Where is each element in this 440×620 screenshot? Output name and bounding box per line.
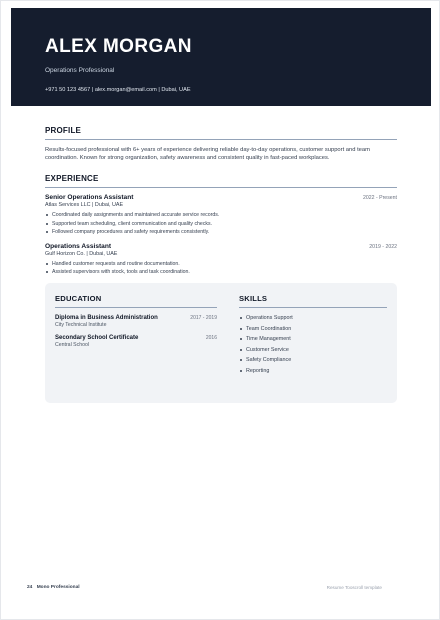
education-header <box>55 315 217 321</box>
footer-template-name: Mono Professional <box>36 585 80 590</box>
education-degree: Secondary School Certificate <box>55 335 139 341</box>
skill-item: Team Coordination <box>239 324 387 335</box>
job-title: Senior Operations Assistant <box>45 194 134 201</box>
education-dates: 2017 - 2019 <box>190 315 217 321</box>
job-entry <box>45 243 397 277</box>
job-dates: 2022 - Present <box>362 195 397 201</box>
footer-note: Resume Tooscroll template <box>326 585 382 590</box>
main-content <box>45 125 397 277</box>
job-bullet: Assisted supervisors with stock, tools and task coordination. <box>45 268 397 277</box>
education-header <box>55 335 217 341</box>
education-degree: Diploma in Business Administration <box>55 315 158 321</box>
skill-item: Operations Support <box>239 313 387 324</box>
education-heading: EDUCATION <box>55 293 217 308</box>
education-dates: 2016 <box>205 335 217 341</box>
job-entry <box>45 194 397 237</box>
skill-item: Time Management <box>239 334 387 345</box>
education-entry <box>55 335 217 348</box>
profile-section <box>45 125 397 162</box>
job-bullet: Followed company procedures and safety requirements consistently. <box>45 228 397 237</box>
skills-heading: SKILLS <box>239 293 387 308</box>
skill-item: Safety Compliance <box>239 355 387 366</box>
job-bullet: Supported team scheduling, client communication and quality checks. <box>45 220 397 229</box>
education-entry <box>55 315 217 328</box>
education-school: Central School <box>55 342 90 348</box>
skill-item: Reporting <box>239 366 387 377</box>
resume-header <box>11 8 431 106</box>
job-title: Operations Assistant <box>45 242 112 250</box>
job-company: Atlas Services LLC | Dubai, UAE <box>45 202 124 208</box>
profile-summary: Results-focused professional with 6+ years of experience delivering reliable day-to-day operations, customer support and team coordination. Known for strong organization, safety awareness and consistent quality in fast-paced workplaces. <box>45 147 370 161</box>
job-bullet: Coordinated daily assignments and maintained accurate service records. <box>45 211 397 220</box>
job-company: Gulf Horizon Co. | Dubai, UAE <box>45 250 118 257</box>
job-header <box>45 194 397 201</box>
footer-template-label <box>27 585 80 590</box>
skills-list <box>239 313 387 376</box>
candidate-role: Operations Professional <box>45 67 115 74</box>
job-dates: 2019 - 2022 <box>369 243 397 250</box>
job-bullet: Handled customer requests and routine documentation. <box>45 260 397 269</box>
contact-line: +971 50 123 4567 | alex.morgan@email.com | Dubai, UAE <box>45 87 191 93</box>
experience-section <box>45 173 397 277</box>
job-bullets <box>45 211 397 237</box>
education-school: City Technical Institute <box>55 322 107 328</box>
experience-heading: EXPERIENCE <box>45 173 397 188</box>
skills-section <box>239 293 387 403</box>
education-section <box>55 293 217 403</box>
skill-item: Customer Service <box>239 345 387 356</box>
education-skills-card <box>45 283 397 403</box>
footer-number: 24 <box>27 585 33 590</box>
job-header <box>45 243 397 250</box>
job-bullets <box>45 260 397 277</box>
profile-heading: PROFILE <box>45 125 397 140</box>
candidate-name: ALEX MORGAN <box>45 36 192 57</box>
